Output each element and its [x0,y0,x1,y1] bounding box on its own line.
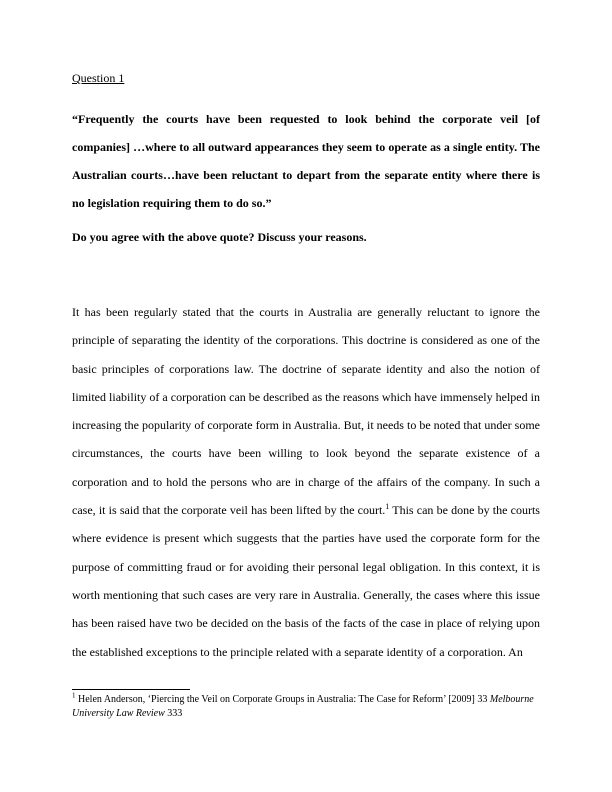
footnote-reference[interactable]: 1 [385,502,390,512]
quote-paragraph: “Frequently the courts have been requested to look behind the corporate veil [of companies] …where to all outward appearances they seem to operate as a single entity. The Australian courts…have been reluctant to depart from the separate entity where there is no legislation requiring them to do so.” [72,112,540,210]
body-text-part-2: This can be done by the courts where evidence is present which suggests that the parties have used the corporate form for the purpose of committing fraud or for avoiding their personal legal obligation. In this context, it is worth mentioning that such cases are very rare in Australia. Generally, the cases where this issue has been raised have two be decided on the basis of the facts of the case in place of relying upon the established exceptions to the principle related with a separate identity of a corporation. An [72,503,540,659]
question-prompt: Do you agree with the above quote? Discuss your reasons. [72,230,367,244]
footnote-separator [72,689,190,690]
footnote [72,693,540,721]
footnote-journal: Melbourne University Law Review [72,694,534,719]
question-heading: Question 1 [72,71,125,85]
footnote-page-ref: 333 [164,708,183,719]
body-paragraph [72,298,540,666]
footnote-marker: 1 [72,691,76,700]
body-text-part-1: It has been regularly stated that the courts in Australia are generally reluctant to ignore the principle of separating the identity of the corporations. This doctrine is considered as one of the basic principles of corporations law. The doctrine of separate identity and also the notion of limited liability of a corporation can be described as the reasons which have immensely helped in increasing the popularity of corporate form in Australia. But, it needs to be noted that under some circumstances, the courts have been willing to look beyond the separate existence of a corporation and to hold the persons who are in charge of the affairs of the company. In such a case, it is said that the corporate veil has been lifted by the court. [72,305,540,518]
footnote-text: Helen Anderson, ‘Piercing the Veil on Corporate Groups in Australia: The Case for Reform’ [2009] 33 [75,694,490,705]
